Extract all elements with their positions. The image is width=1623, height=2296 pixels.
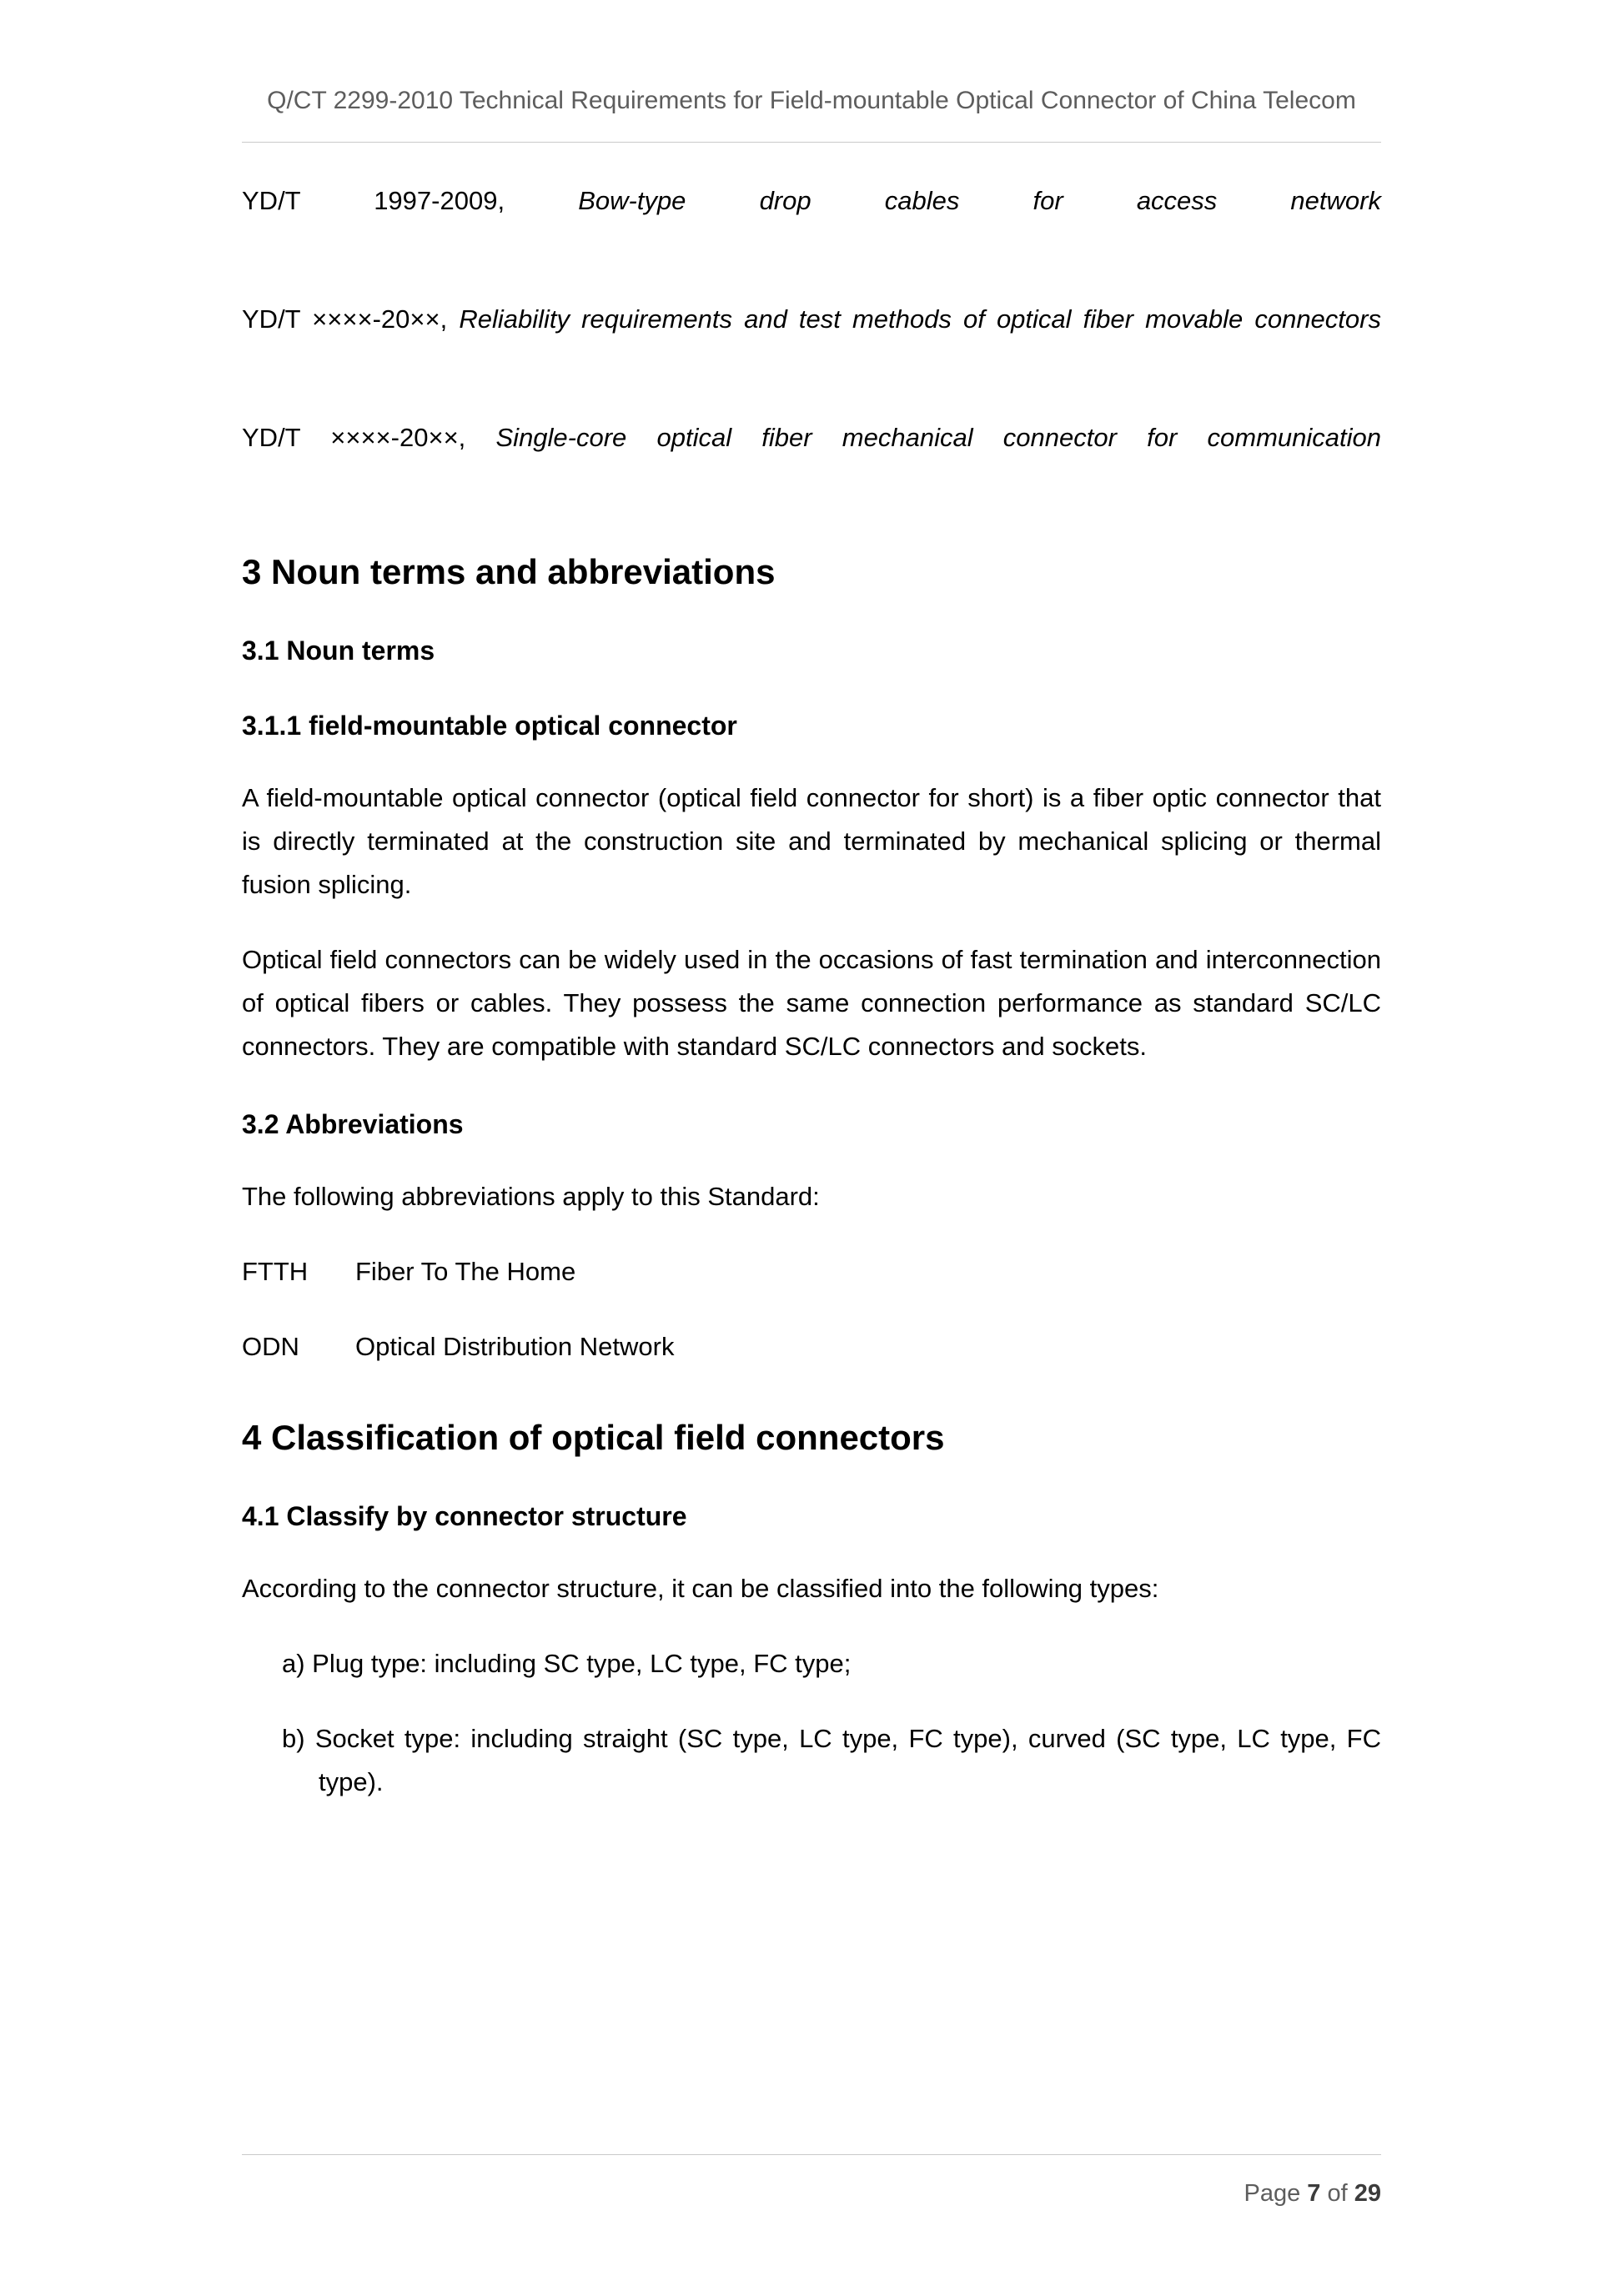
reference-entry [242,298,1381,384]
header-title: Q/CT 2299-2010 Technical Requirements for Field-mountable Optical Connector of China Telecom [267,87,1356,114]
section-heading-3-1-1: 3.1.1 field-mountable optical connector [242,711,737,741]
reference-code: YD/T ××××-20××, [242,304,448,334]
abbreviations-intro: The following abbreviations apply to this Standard: [242,1182,820,1211]
reference-title: Single-core optical fiber mechanical connector for communication [495,423,1381,452]
abbreviation-term: FTTH [242,1257,309,1286]
page-header [0,0,1623,120]
classification-intro: According to the connector structure, it can be classified into the following types: [242,1574,1159,1603]
section-heading-3-2: 3.2 Abbreviations [242,1109,464,1139]
abbreviation-row [242,1325,1381,1369]
reference-code: YD/T ××××-20××, [242,423,466,452]
footer-total-pages: 29 [1354,2180,1381,2207]
section-heading-4-1: 4.1 Classify by connector structure [242,1501,687,1531]
page-number-block [242,2180,1381,2208]
footer-divider [242,2154,1381,2155]
page-footer [242,2154,1381,2208]
footer-page-number: 7 [1307,2180,1321,2207]
paragraph-definition-2: Optical field connectors can be widely used in the occasions of fast termination and interconnection of optical fibers or cables. They possess the same connection performance as standard SC/LC connectors. They are compatible with standard SC/LC connectors and sockets. [242,945,1381,1061]
header-divider [242,142,1381,143]
page-content [0,179,1623,1804]
section-heading-3: 3 Noun terms and abbreviations [242,552,776,591]
paragraph-definition-1: A field-mountable optical connector (optical field connector for short) is a fiber optic connector that is directly terminated at the construction site and terminated by mechanical splicing or thermal fusion splicing. [242,783,1381,899]
reference-title: Reliability requirements and test methods of optical fiber movable connectors [459,304,1381,334]
list-item: a) Plug type: including SC type, LC type, FC type; [282,1649,852,1678]
list-item: b) Socket type: including straight (SC type, LC type, FC type), curved (SC type, LC type, FC type). [282,1724,1381,1796]
section-heading-3-1: 3.1 Noun terms [242,636,435,666]
abbreviation-term: ODN [242,1332,299,1361]
footer-page-label: Page [1244,2180,1301,2207]
abbreviation-definition: Fiber To The Home [355,1257,576,1286]
reference-entry [242,416,1381,503]
reference-title: Bow-type drop cables for access network [578,186,1381,215]
reference-code: YD/T 1997-2009, [242,186,505,215]
footer-of-label: of [1327,2180,1348,2207]
abbreviation-definition: Optical Distribution Network [355,1332,675,1361]
abbreviation-row [242,1250,1381,1294]
classification-list [242,1642,1381,1804]
reference-entry [242,179,1381,266]
section-heading-4: 4 Classification of optical field connectors [242,1418,945,1457]
